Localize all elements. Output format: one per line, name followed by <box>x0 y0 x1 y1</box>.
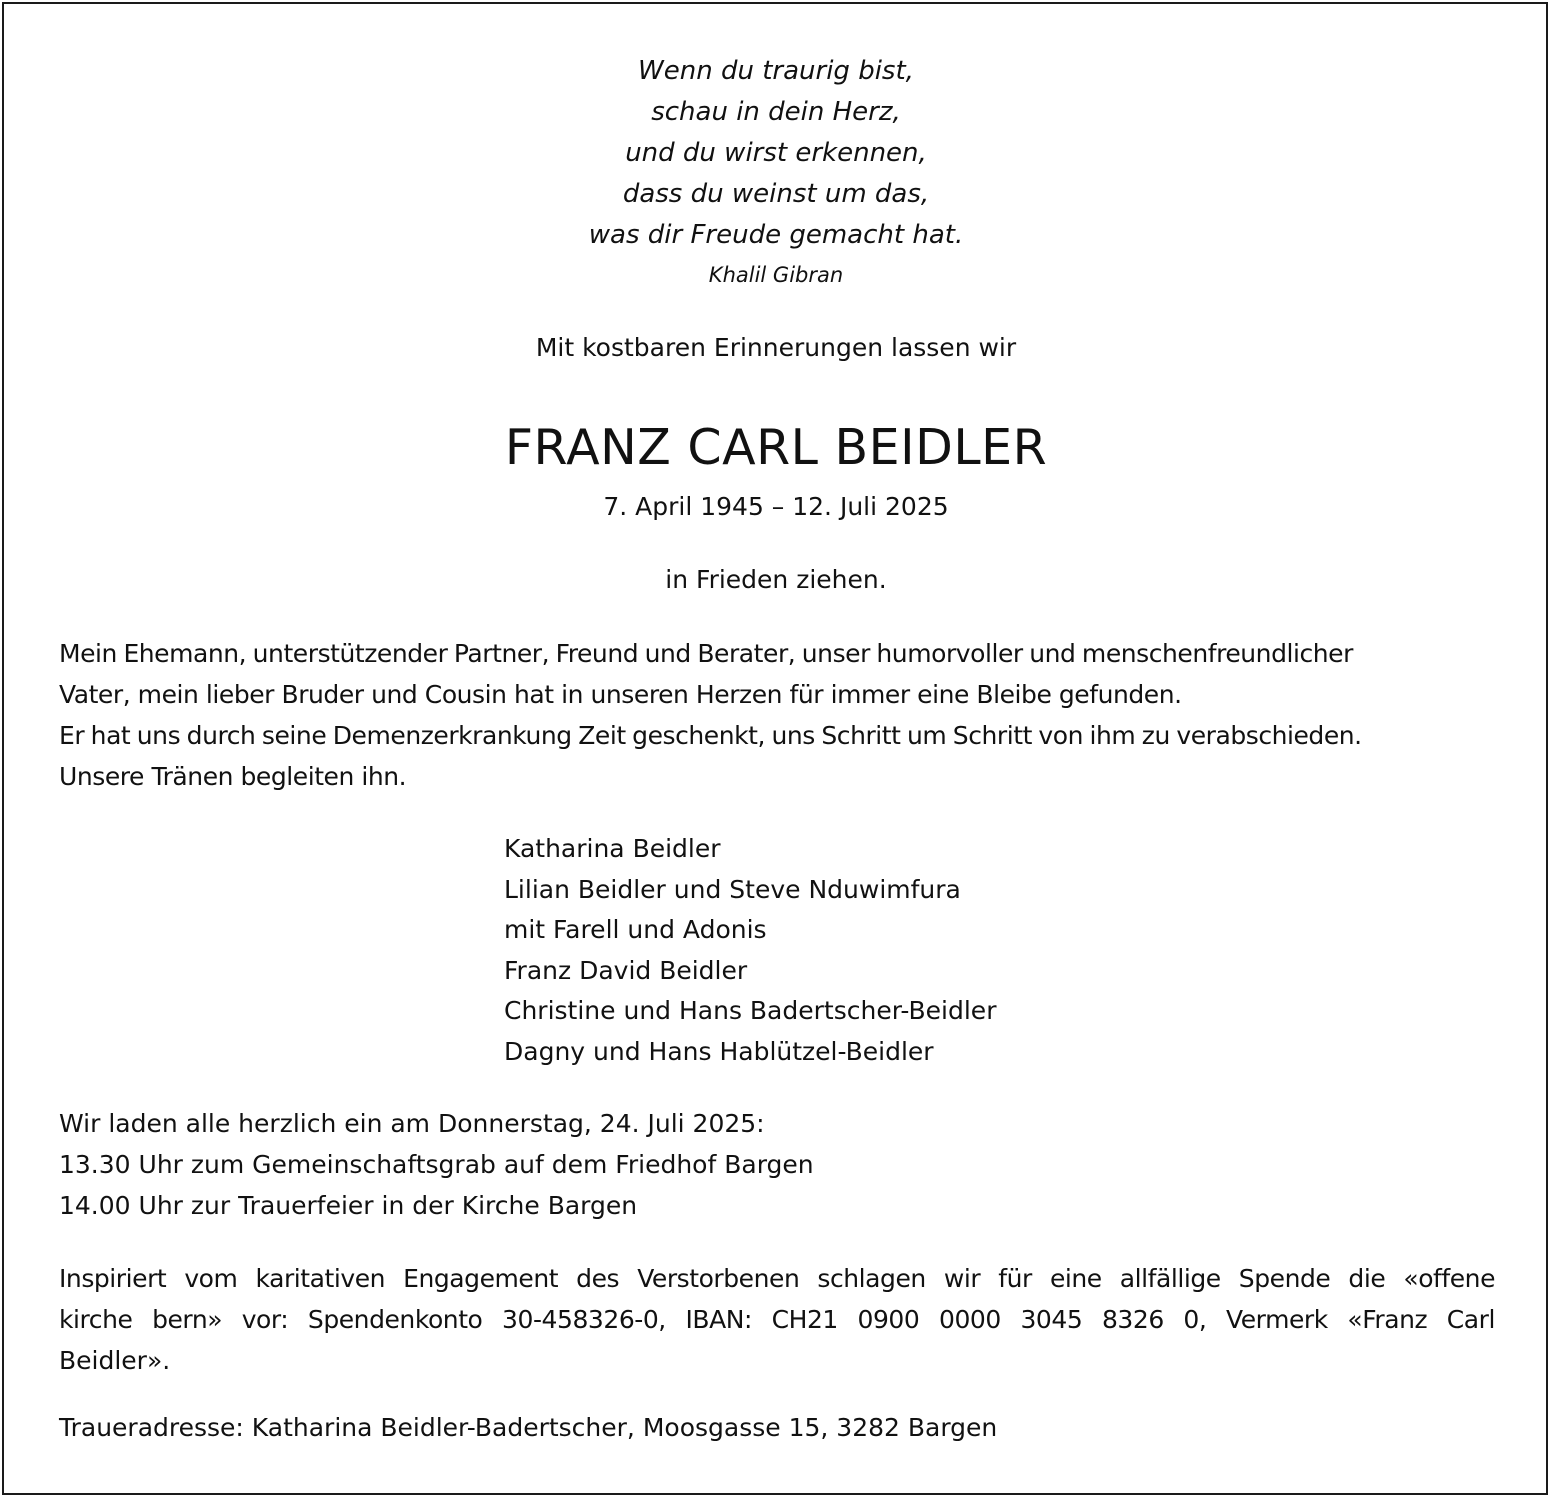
mourner-entry: Christine und Hans Badertscher-Beidler <box>504 996 997 1025</box>
invitation-line: 14.00 Uhr zur Trauerfeier in der Kirche Bargen <box>59 1191 638 1220</box>
message-block <box>59 633 1362 797</box>
mourner-entry: mit Farell und Adonis <box>504 915 767 944</box>
life-dates: 7. April 1945 – 12. Juli 2025 <box>603 492 949 521</box>
donation-block <box>59 1258 1495 1381</box>
quote-line: was dir Freude gemacht hat. <box>588 220 964 250</box>
mourner-entry: Dagny und Hans Hablützel-Beidler <box>504 1036 934 1066</box>
invitation-line: 13.30 Uhr zum Gemeinschaftsgrab auf dem Friedhof Bargen <box>59 1150 814 1179</box>
funeral-address: Traueradresse: Katharina Beidler-Badertscher, Moosgasse 15, 3282 Bargen <box>59 1413 998 1442</box>
quote-block <box>0 51 1552 256</box>
donation-line: kirche bern» vor: Spendenkonto 30-458326-0, IBAN: CH21 0900 0000 3045 8326 0, Vermerk «Franz Carl <box>59 1305 1495 1334</box>
message-line: Er hat uns durch seine Demenzerkrankung Zeit geschenkt, uns Schritt um Schritt von ihm zu verabschieden. <box>59 721 1362 750</box>
quote-line: dass du weinst um das, <box>622 179 930 209</box>
invitation-block <box>59 1103 814 1226</box>
intro-text: Mit kostbaren Erinnerungen lassen wir <box>535 333 1017 362</box>
mourner-entry: Lilian Beidler und Steve Nduwimfura <box>504 874 961 904</box>
message-line: Unsere Tränen begleiten ihn. <box>59 762 407 791</box>
quote-line: schau in dein Herz, <box>651 97 901 127</box>
mourners-list <box>504 829 996 1072</box>
quote-line: Wenn du traurig bist, <box>638 56 914 86</box>
quote-line: und du wirst erkennen, <box>625 138 927 168</box>
donation-line: Inspiriert vom karitativen Engagement des Verstorbenen schlagen wir für eine allfällige Spende die «offene <box>59 1264 1495 1293</box>
donation-line: Beidler». <box>59 1346 171 1375</box>
message-line: Mein Ehemann, unterstützender Partner, Freund und Berater, unser humorvoller und menschenfreundlicher <box>59 639 1353 668</box>
invitation-line: Wir laden alle herzlich ein am Donnerstag, 24. Juli 2025: <box>59 1109 765 1138</box>
quote-author: Khalil Gibran <box>708 263 844 287</box>
message-line: Vater, mein lieber Bruder und Cousin hat in unseren Herzen für immer eine Bleibe gefunden. <box>59 680 1182 709</box>
deceased-name: FRANZ CARL BEIDLER <box>504 419 1048 476</box>
mourner-entry: Franz David Beidler <box>504 955 748 985</box>
outro-text: in Frieden ziehen. <box>665 565 887 594</box>
mourner-entry: Katharina Beidler <box>504 834 721 863</box>
